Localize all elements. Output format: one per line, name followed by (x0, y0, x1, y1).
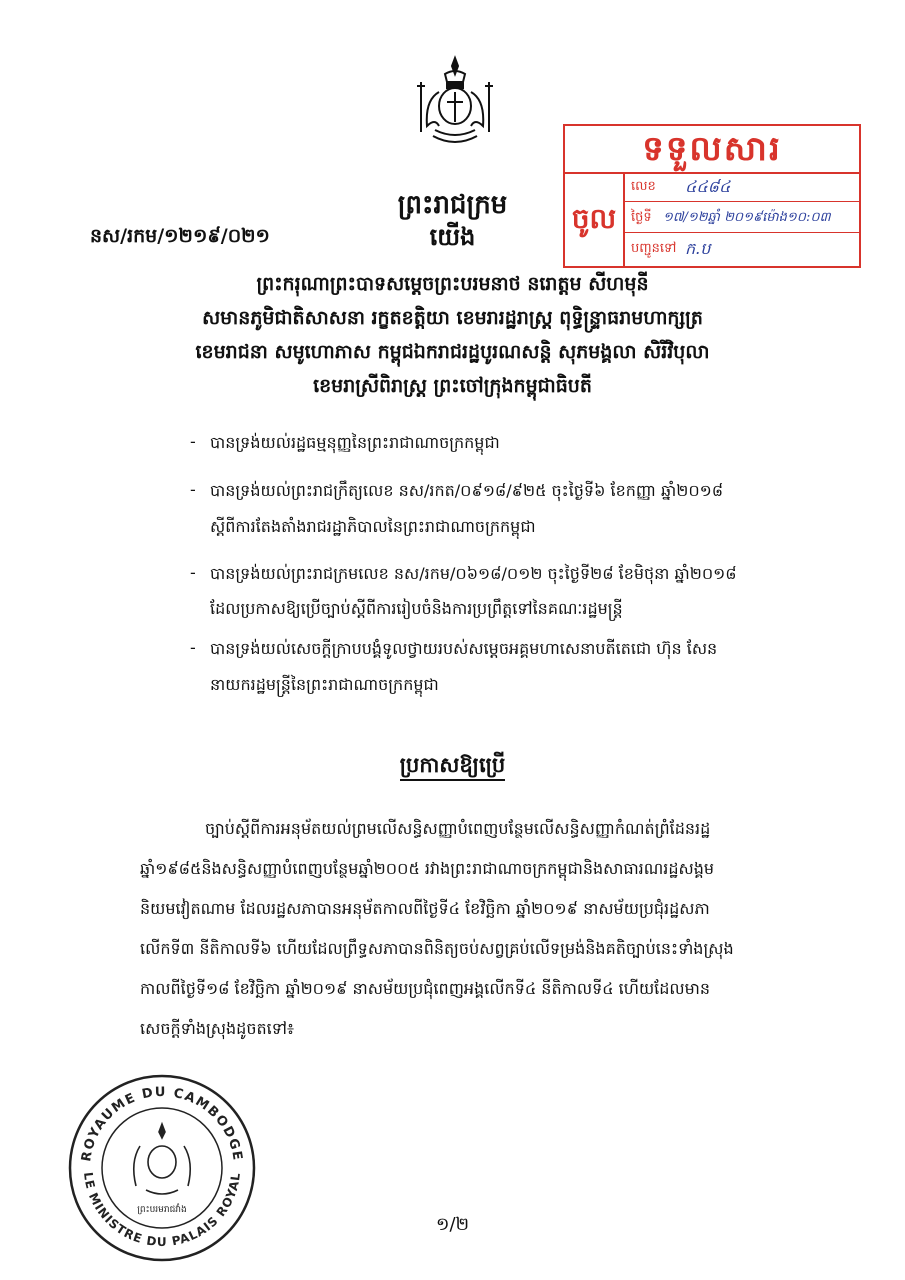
page-number: ១/២ (435, 1214, 470, 1235)
consideration-text: បានទ្រង់យល់ព្រះរាជក្រមលេខ នស/រកម/០៦១៨/០១២ ចុះថ្ងៃទី២៨ ខែមិថុនា ឆ្នាំ២០១៨ (210, 564, 737, 583)
body-line: លើកទី៣ នីតិកាលទី៦ ហើយដែលព្រឹទ្ធសភាបានពិនិត្យចប់សព្វគ្រប់លើទម្រង់និងគតិច្បាប់នេះទាំងស្រុង (140, 939, 734, 958)
body-line: ឆ្នាំ១៩៨៥និងសន្ធិសញ្ញាបំពេញបន្ថែមឆ្នាំ២០០៥ រវាងព្រះរាជាណាចក្រកម្ពុជានិងសាធារណរដ្ឋសង្គម (140, 859, 715, 878)
promulgate-text: ប្រកាសឱ្យប្រើ (400, 753, 505, 781)
decree-subject: យើង (429, 223, 476, 251)
consideration-continuation: ស្តីពីការតែងតាំងរាជរដ្ឋាភិបាលនៃព្រះរាជាណាចក្រកម្ពុជា (210, 517, 536, 536)
king-title-line-4: ខេមរាស្រីពិរាស្ត្រ ព្រះចៅក្រុងកម្ពុជាធិបតី (313, 375, 592, 397)
stamp-side-label: ចូល (565, 172, 625, 266)
list-dash: - (190, 638, 196, 657)
stamp-date-label: ថ្ងៃទី (631, 210, 652, 225)
stamp-forward-value: ក.ប (685, 239, 711, 258)
royal-emblem-icon (405, 52, 505, 152)
consideration-continuation: នាយករដ្ឋមន្ត្រីនៃព្រះរាជាណាចក្រកម្ពុជា (210, 675, 439, 694)
promulgate-heading (0, 752, 905, 783)
consideration-text: បានទ្រង់យល់ព្រះរាជក្រឹត្យលេខ នស/រកត/០៩១៨/៩២៥ ចុះថ្ងៃទី៦ ខែកញ្ញា ឆ្នាំ២០១៨ (210, 481, 724, 500)
king-title-line-2: សមានភូមិជាតិសាសនា រក្ខតខត្តិយា ខេមរារដ្ឋរាស្ត្រ ពុទ្ធិន្រ្ទាធរាមហាក្សត្រ (202, 307, 703, 329)
stamp-title: ទទួលសារ (565, 126, 859, 174)
seal-text-bottom: LE MINISTRE DU PALAIS ROYAL (81, 1171, 243, 1249)
king-title-line-1: ព្រះករុណាព្រះបាទសម្តេចព្រះបរមនាថ នរោត្តម សីហមុនី (256, 273, 649, 295)
decree-title: ព្រះរាជក្រម (397, 190, 508, 220)
body-line: ច្បាប់ស្តីពីការអនុម័តយល់ព្រមលើសន្ធិសញ្ញាបំពេញបន្ថែមលើសន្ធិសញ្ញាកំណត់ព្រំដែនរដ្ឋ (205, 819, 711, 838)
body-line: និយមវៀតណាម ដែលរដ្ឋសភាបានអនុម័តកាលពីថ្ងៃទី៤ ខែវិច្ឆិកា ឆ្នាំ២០១៩ នាសម័យប្រជុំរដ្ឋសភា (140, 899, 710, 918)
seal-inner-text: ព្រះបរមរាជវាំង (137, 1205, 187, 1215)
stamp-number-value: ៤៤៨៤ (685, 177, 731, 196)
king-title-line-3: ខេមរាជនា សមូហោភាស កម្ពុជឯករាជរដ្ឋបូរណសន្តិ សុភមង្គលា សិរីវិបុលា (195, 341, 710, 363)
body-line: កាលពីថ្ងៃទី១៨ ខែវិច្ឆិកា ឆ្នាំ២០១៩ នាសម័យប្រជុំពេញអង្គលើកទី៤ នីតិកាលទី៤ ហើយដែលមាន (140, 979, 711, 998)
list-dash: - (190, 563, 196, 582)
consideration-text: បានទ្រង់យល់រដ្ឋធម្មនុញ្ញនៃព្រះរាជាណាចក្រកម្ពុជា (210, 433, 500, 452)
seal-text-top: ROYAUME DU CAMBODGE (79, 1084, 245, 1163)
consideration-continuation: ដែលប្រកាសឱ្យប្រើច្បាប់ស្តីពីការរៀបចំនិងការប្រព្រឹត្តទៅនៃគណៈរដ្ឋមន្ត្រី (210, 599, 623, 618)
list-dash: - (190, 432, 196, 451)
stamp-forward-label: បញ្ជូនទៅ (631, 241, 677, 256)
body-line: សេចក្តីទាំងស្រុងដូចតទៅ៖ (140, 1019, 294, 1038)
list-dash: - (190, 480, 196, 499)
stamp-number-label: លេខ (631, 179, 656, 194)
stamp-date-value: ១៧/១២ឆ្នាំ ២០១៩ម៉ោង១០:០៣ (663, 210, 831, 225)
decree-reference: នស/រកម/១២១៩/០២១ (90, 225, 270, 247)
consideration-text: បានទ្រង់យល់សេចក្តីក្រាបបង្គំទូលថ្វាយរបស់សម្តេចអគ្គមហាសេនាបតីតេជោ ហ៊ុន សែន (210, 639, 718, 658)
